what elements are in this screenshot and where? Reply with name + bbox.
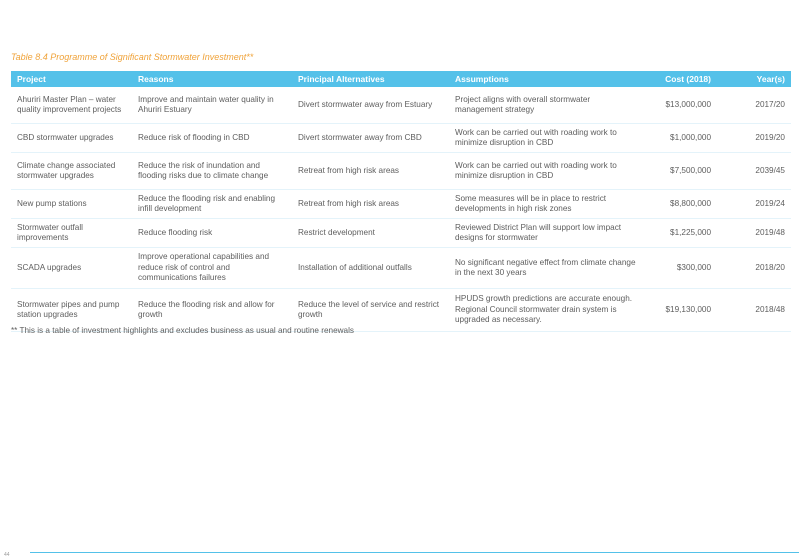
cell-alternatives: Installation of additional outfalls — [292, 248, 449, 289]
table-header-row — [11, 71, 791, 87]
table-footnote: ** This is a table of investment highlights and excludes business as usual and routine renewals — [11, 326, 355, 335]
column-header-reasons: Reasons — [132, 71, 292, 87]
cell-assumptions: HPUDS growth predictions are accurate enough. Regional Council stormwater drain system is upgraded as necessary. — [449, 289, 645, 332]
cell-years: 2019/20 — [717, 124, 791, 153]
cell-reasons: Reduce risk of flooding in CBD — [132, 124, 292, 153]
column-header-principal-alternatives: Principal Alternatives — [292, 71, 449, 87]
table-row — [11, 153, 791, 190]
cell-alternatives: Reduce the level of service and restrict growth — [292, 289, 449, 332]
column-header-years: Year(s) — [717, 71, 791, 87]
table-row — [11, 124, 791, 153]
cell-cost: $1,000,000 — [645, 124, 717, 153]
cell-project: New pump stations — [11, 190, 132, 219]
table-caption: Table 8.4 Programme of Significant Stormwater Investment** — [11, 52, 254, 62]
cell-reasons: Improve operational capabilities and reduce risk of control and communications failures — [132, 248, 292, 289]
cell-project: Stormwater pipes and pump station upgrades — [11, 289, 132, 332]
cell-alternatives: Restrict development — [292, 219, 449, 248]
cell-cost: $19,130,000 — [645, 289, 717, 332]
cell-assumptions: No significant negative effect from climate change in the next 30 years — [449, 248, 645, 289]
column-header-assumptions: Assumptions — [449, 71, 645, 87]
cell-assumptions: Some measures will be in place to restrict developments in high risk zones — [449, 190, 645, 219]
cell-assumptions: Reviewed District Plan will support low impact designs for stormwater — [449, 219, 645, 248]
cell-years: 2018/48 — [717, 289, 791, 332]
cell-cost: $300,000 — [645, 248, 717, 289]
cell-reasons: Reduce the risk of inundation and flooding risks due to climate change — [132, 153, 292, 190]
table-row — [11, 219, 791, 248]
cell-cost: $8,800,000 — [645, 190, 717, 219]
cell-years: 2019/48 — [717, 219, 791, 248]
table-row — [11, 190, 791, 219]
cell-reasons: Improve and maintain water quality in Ahuriri Estuary — [132, 87, 292, 124]
cell-alternatives: Retreat from high risk areas — [292, 153, 449, 190]
cell-assumptions: Work can be carried out with roading work to minimize disruption in CBD — [449, 124, 645, 153]
cell-cost: $1,225,000 — [645, 219, 717, 248]
cell-cost: $7,500,000 — [645, 153, 717, 190]
cell-alternatives: Divert stormwater away from Estuary — [292, 87, 449, 124]
cell-cost: $13,000,000 — [645, 87, 717, 124]
cell-reasons: Reduce the flooding risk and enabling infill development — [132, 190, 292, 219]
cell-project: Climate change associated stormwater upgrades — [11, 153, 132, 190]
investment-table — [11, 71, 791, 332]
cell-reasons: Reduce the flooding risk and allow for growth — [132, 289, 292, 332]
cell-alternatives: Retreat from high risk areas — [292, 190, 449, 219]
table-row — [11, 87, 791, 124]
cell-years: 2018/20 — [717, 248, 791, 289]
cell-alternatives: Divert stormwater away from CBD — [292, 124, 449, 153]
cell-project: Stormwater outfall improvements — [11, 219, 132, 248]
column-header-project: Project — [11, 71, 132, 87]
cell-project: SCADA upgrades — [11, 248, 132, 289]
cell-assumptions: Work can be carried out with roading work to minimize disruption in CBD — [449, 153, 645, 190]
table-row — [11, 248, 791, 289]
bottom-divider — [30, 552, 799, 553]
cell-assumptions: Project aligns with overall stormwater management strategy — [449, 87, 645, 124]
page-number: 44 — [4, 552, 10, 558]
cell-project: Ahuriri Master Plan – water quality improvement projects — [11, 87, 132, 124]
cell-years: 2019/24 — [717, 190, 791, 219]
cell-project: CBD stormwater upgrades — [11, 124, 132, 153]
column-header-cost: Cost (2018) — [645, 71, 717, 87]
cell-years: 2039/45 — [717, 153, 791, 190]
cell-reasons: Reduce flooding risk — [132, 219, 292, 248]
cell-years: 2017/20 — [717, 87, 791, 124]
